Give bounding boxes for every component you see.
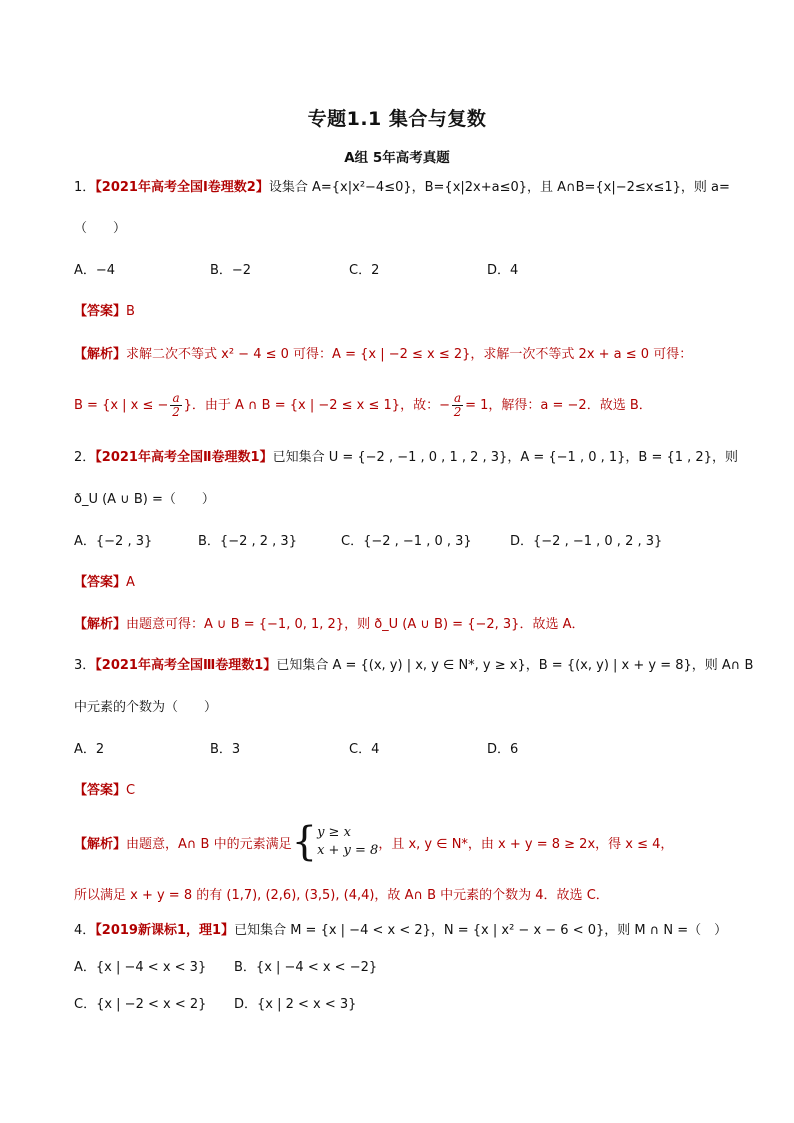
q3-analysis-line-2: 所以满足 x + y = 8 的有 (1,7), (2,6), (3,5), (4,4)，故 A∩ B 中元素的个数为 4．故选 C． — [74, 888, 609, 903]
q3-analysis-line-1 — [74, 819, 674, 865]
answer-value: A — [126, 575, 135, 590]
analysis-text: 求解二次不等式 x² − 4 ≤ 0 可得：A = {x | −2 ≤ x ≤ 2}，求解一次不等式 2x + a ≤ 0 可得： — [126, 347, 693, 362]
q3-option-c: C．4 — [349, 742, 380, 757]
question-text: 已知集合 A = {(x, y) | x, y ∈ N*, y ≥ x}，B = {(x, y) | x + y = 8}，则 A∩ B — [276, 658, 754, 673]
analysis-text: 由题意可得：A ∪ B = {−1, 0, 1, 2}，则 ð_U (A ∪ B) = {−2, 3}．故选 A． — [126, 617, 585, 632]
question-3-stem — [74, 656, 753, 676]
question-source-tag: 【2019新课标1，理1】 — [95, 923, 235, 938]
q2-option-b: B．{−2 , 2 , 3} — [198, 534, 297, 549]
q3-option-a: A．2 — [74, 742, 105, 757]
question-text: 已知集合 M = {x | −4 < x < 2}，N = {x | x² − x − 6 < 0}，则 M ∩ N =（ ） — [234, 923, 728, 938]
question-text: 已知集合 U = {−2 , −1 , 0 , 1 , 2 , 3}，A = {−1 , 0 , 1}，B = {1 , 2}，则 — [272, 450, 738, 465]
q4-option-d: D．{x | 2 < x < 3} — [234, 997, 357, 1012]
question-4-stem — [74, 921, 727, 941]
question-1-paren: （ ） — [74, 221, 127, 236]
q1-option-b: B．−2 — [210, 263, 252, 278]
q1-option-c: C．2 — [349, 263, 380, 278]
answer-tag: 【答案】 — [74, 783, 127, 798]
question-3-stem-2: 中元素的个数为（ ） — [74, 700, 218, 715]
question-number: 1． — [74, 180, 96, 195]
question-2-stem-2: ð_U (A ∪ B) =（ ） — [74, 492, 215, 507]
q4-option-a: A．{x | −4 < x < 3} — [74, 960, 207, 975]
q2-option-c: C．{−2 , −1 , 0 , 3} — [341, 534, 472, 549]
analysis-text: ，且 x, y ∈ N*，由 x + y = 8 ≥ 2x，得 x ≤ 4， — [378, 836, 674, 852]
answer-value: C — [126, 783, 136, 798]
analysis-text: 由题意，A∩ B 中的元素满足 — [126, 836, 292, 852]
analysis-text: = 1，解得：a = −2．故选 B． — [465, 398, 652, 413]
q4-option-c: C．{x | −2 < x < 2} — [74, 997, 207, 1012]
equation-system: y ≥ x x + y = 8 — [317, 825, 379, 858]
question-source-tag: 【2021年高考全国Ⅱ卷理数1】 — [95, 450, 273, 465]
q1-analysis-line-2 — [74, 388, 652, 424]
analysis-tag: 【解析】 — [74, 836, 127, 852]
q2-option-a: A．{−2 , 3} — [74, 534, 153, 549]
q2-answer — [74, 573, 135, 593]
question-number: 2． — [74, 450, 96, 465]
question-number: 4． — [74, 923, 96, 938]
answer-tag: 【答案】 — [74, 304, 127, 319]
q1-option-d: D．4 — [487, 263, 519, 278]
question-source-tag: 【2021年高考全国Ⅲ卷理数1】 — [95, 658, 277, 673]
question-1-stem — [74, 178, 730, 198]
document-title: 专题1.1 集合与复数 — [307, 108, 487, 130]
question-2-stem — [74, 448, 738, 468]
question-text: 设集合 A={x|x²−4≤0}，B={x|2x+a≤0}，且 A∩B={x|−2≤x≤1}，则 a= — [268, 180, 730, 195]
q3-option-d: D．6 — [487, 742, 519, 757]
analysis-tag: 【解析】 — [74, 347, 127, 362]
question-number: 3． — [74, 658, 96, 673]
fraction-a-over-2: $\frac{a}{2}$ — [453, 391, 462, 419]
left-brace: { — [291, 819, 318, 865]
q1-answer — [74, 302, 135, 322]
section-subtitle: A组 5年高考真题 — [344, 150, 450, 166]
fraction-a-over-2: $\frac{a}{2}$ — [172, 391, 180, 419]
q1-analysis-line-1 — [74, 345, 692, 365]
q4-option-b: B．{x | −4 < x < −2} — [234, 960, 378, 975]
q1-option-a: A．−4 — [74, 263, 116, 278]
answer-tag: 【答案】 — [74, 575, 127, 590]
q3-option-b: B．3 — [210, 742, 241, 757]
question-source-tag: 【2021年高考全国Ⅰ卷理数2】 — [95, 180, 269, 195]
analysis-text: }．由于 A ∩ B = {x | −2 ≤ x ≤ 1}，故：− — [183, 398, 450, 413]
answer-value: B — [126, 304, 135, 319]
q2-option-d: D．{−2 , −1 , 0 , 2 , 3} — [510, 534, 663, 549]
analysis-tag: 【解析】 — [74, 617, 127, 632]
q3-answer — [74, 781, 135, 801]
q2-analysis — [74, 615, 584, 635]
analysis-text: B = {x | x ≤ − — [74, 398, 169, 413]
